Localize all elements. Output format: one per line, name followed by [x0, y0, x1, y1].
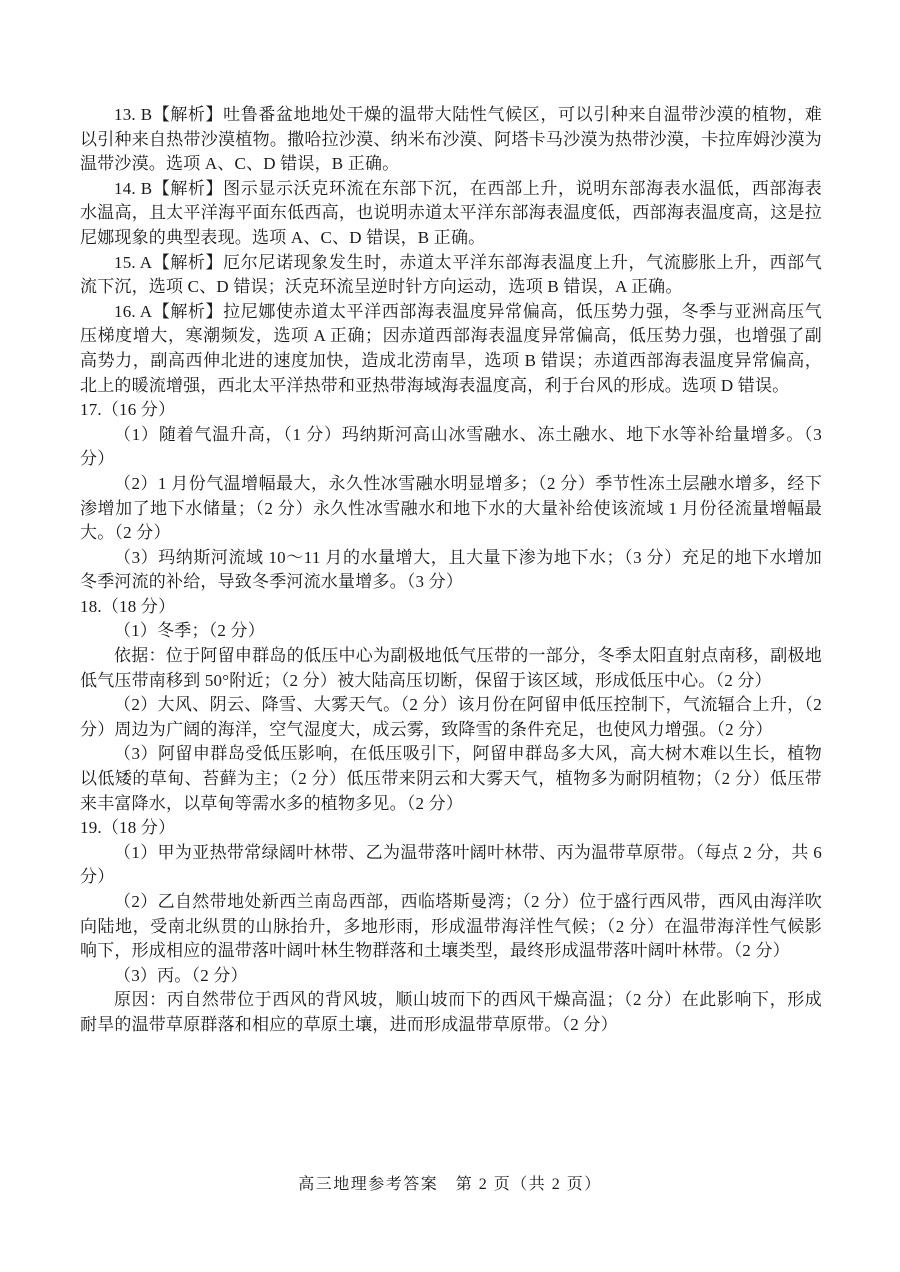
- question-17-heading: 17.（16 分）: [80, 400, 176, 420]
- question-18-part-2: （2）大风、阴云、降雪、大雾天气。（2 分）该月份在阿留申低压控制下，气流辐合上升，（2 分）周边为广阔的海洋，空气湿度大，成云雾，致降雪的条件充足，也使风力增强。（2 分）: [80, 695, 822, 739]
- question-18-part-3: （3）阿留申群岛受低压影响，在低压吸引下，阿留申群岛多大风，高大树木难以生长，植物以低矮的草甸、苔藓为主；（2 分）低压带来阴云和大雾天气，植物多为耐阴植物；（2 分）低压带来丰富降水，以草甸等需水多的植物多见。（2 分）: [80, 744, 822, 813]
- answer-13-explanation: 13. B【解析】吐鲁番盆地地处干燥的温带大陆性气候区，可以引种来自温带沙漠的植物，难以引种来自热带沙漠植物。撒哈拉沙漠、纳米布沙漠、阿塔卡马沙漠为热带沙漠，卡拉库姆沙漠为温带沙漠。选项 A、C、D 错误，B 正确。: [80, 105, 822, 174]
- answer-15-explanation: 15. A【解析】厄尔尼诺现象发生时，赤道太平洋东部海表温度上升，气流膨胀上升，西部气流下沉，选项 C、D 错误；沃克环流呈逆时针方向运动，选项 B 错误，A 正确。: [80, 252, 822, 297]
- question-18-part-1: （1）冬季；（2 分）: [114, 621, 265, 641]
- question-19-part-1: （1）甲为亚热带常绿阔叶林带、乙为温带落叶阔叶林带、丙为温带草原带。（每点 2 分，共 6 分）: [80, 842, 822, 887]
- question-17-part-3: （3）玛纳斯河流域 10～11 月的水量增大，且大量下渗为地下水；（3 分）充足的地下水增加冬季河流的补给，导致冬季河流水量增多。（3 分）: [80, 547, 822, 592]
- question-19-heading: 19.（18 分）: [80, 818, 176, 838]
- answer-14-explanation: 14. B【解析】图示显示沃克环流在东部下沉，在西部上升，说明东部海表水温低，西部海表水温高，且太平洋海平面东低西高，也说明赤道太平洋东部海表温度低，西部海表温度高，这是拉尼娜现象的典型表现。选项 A、C、D 错误，B 正确。: [80, 178, 822, 247]
- question-17-part-2: （2）1 月份气温增幅最大，永久性冰雪融水明显增多；（2 分）季节性冻土层融水增多，经下渗增加了地下水储量；（2 分）永久性冰雪融水和地下水的大量补给使该流域 1 月份径流量增幅最大。（2 分）: [80, 473, 822, 543]
- question-19-part-2: （2）乙自然带地处新西兰南岛西部，西临塔斯曼湾；（2 分）位于盛行西风带，西风由海洋吹向陆地，受南北纵贯的山脉抬升，多地形雨，形成温带海洋性气候；（2 分）在温带海洋性气候影响下，形成相应的温带落叶阔叶林生物群落和土壤类型，最终形成温带落叶阔叶林带。（2 分）: [80, 892, 822, 961]
- question-19-part-3: （3）丙。（2 分）: [114, 965, 248, 985]
- question-18-heading: 18.（18 分）: [80, 596, 176, 616]
- answer-body: [80, 103, 822, 1038]
- page-footer: 高三地理参考答案 第 2 页（共 2 页）: [298, 1176, 602, 1193]
- question-17-part-1: （1）随着气温升高，（1 分）玛纳斯河高山冰雪融水、冻土融水、地下水等补给量增多。（3 分）: [80, 424, 822, 469]
- answer-16-explanation: 16. A【解析】拉尼娜使赤道太平洋西部海表温度异常偏高，低压势力强，冬季与亚洲高压气压梯度增大，寒潮频发，选项 A 正确；因赤道西部海表温度异常偏高，低压势力强，也增强了副高势力，副高西伸北进的速度加快，造成北涝南旱，选项 B 错误；赤道西部海表温度异常偏高，北上的暖流增强，西北太平洋热带和亚热带海域海表温度高，利于台风的形成。选项 D 错误。: [80, 301, 822, 395]
- question-19-part-3-reason: 原因：丙自然带位于西风的背风坡，顺山坡而下的西风干燥高温；（2 分）在此影响下，形成耐旱的温带草原群落和相应的草原土壤，进而形成温带草原带。（2 分）: [80, 990, 822, 1034]
- question-18-part-1-basis: 依据：位于阿留申群岛的低压中心为副极地低气压带的一部分，冬季太阳直射点南移，副极地低气压带南移到 50°附近；（2 分）被大陆高压切断，保留于该区域，形成低压中心。（2 分）: [80, 646, 822, 690]
